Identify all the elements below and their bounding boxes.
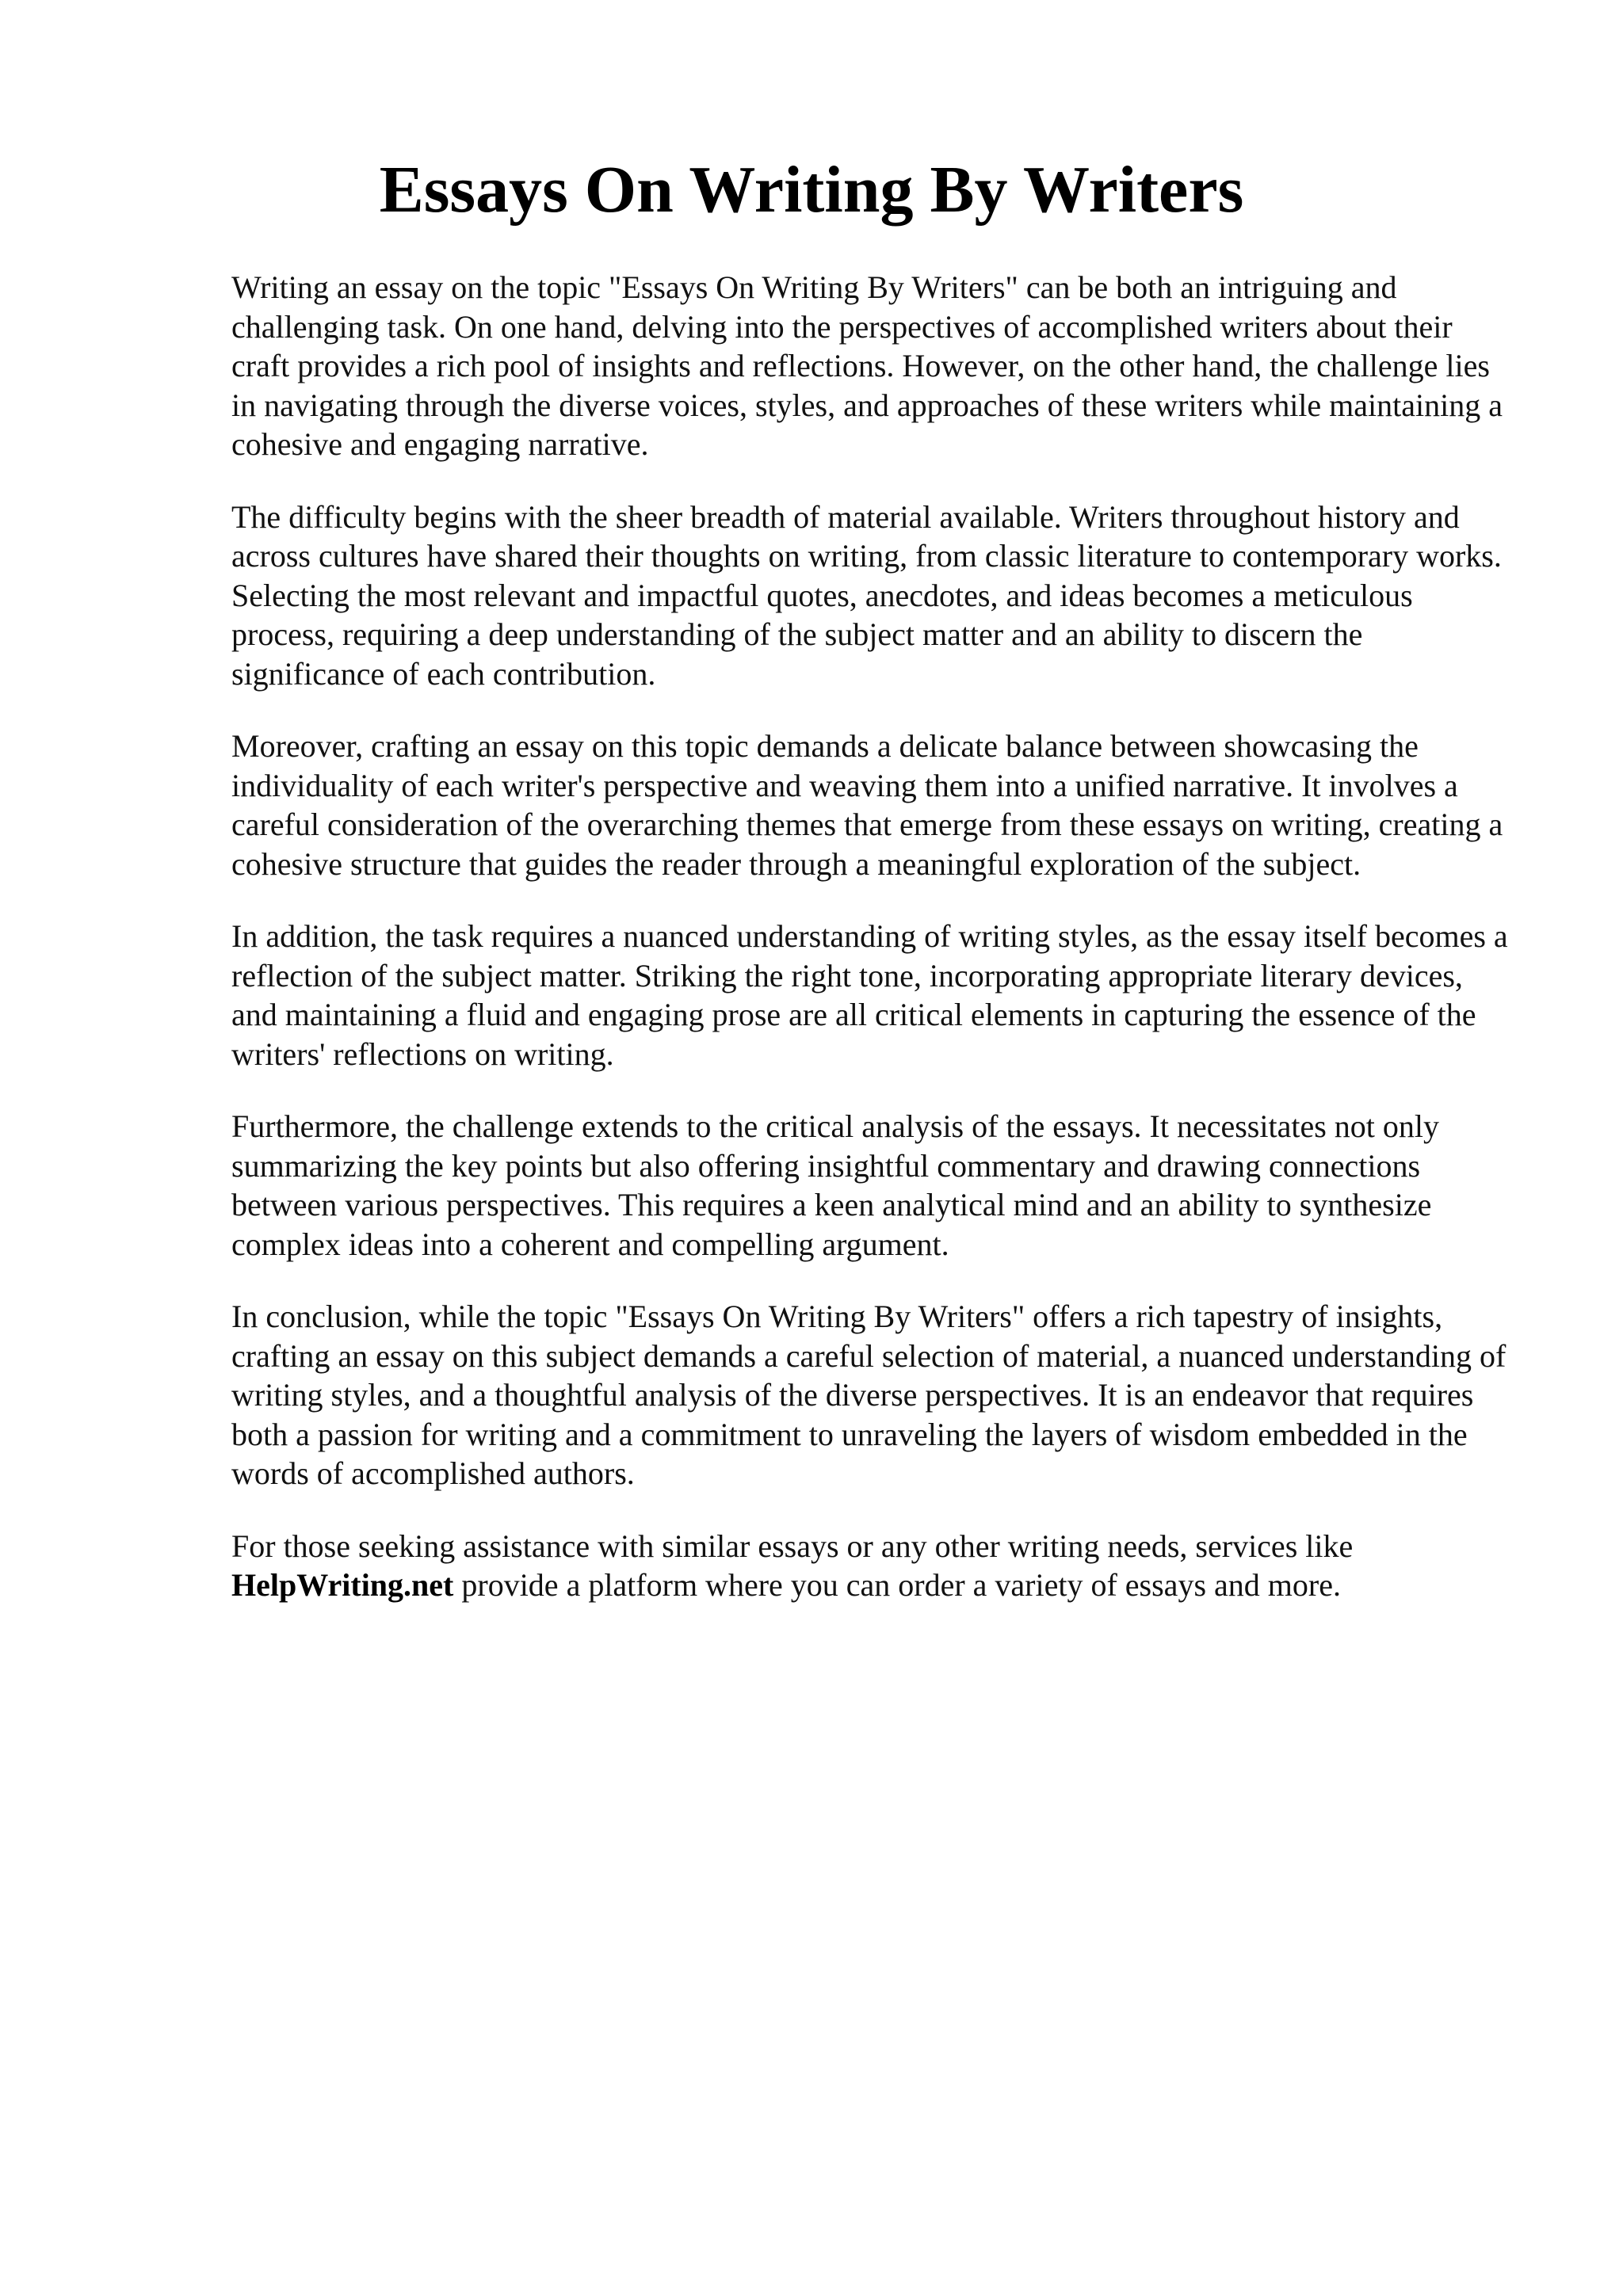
paragraph-5: Furthermore, the challenge extends to the critical analysis of the essays. It necessitates not only summarizing the key points but also offering insightful commentary and drawing connections between various perspectives. This requires a keen analytical mind and an ability to synthesize complex ideas into a coherent and compelling argument. (231, 1108, 1439, 1262)
paragraph-2: The difficulty begins with the sheer breadth of material available. Writers throughout history and across cultures have shared their thoughts on writing, from classic literature to contemporary works. Selecting the most relevant and impactful quotes, anecdotes, and ideas becomes a meticulous process, requiring a deep understanding of the subject matter and an ability to discern the significance of each contribution. (231, 498, 1502, 692)
essay-body (231, 268, 1515, 1638)
paragraph-1: Writing an essay on the topic "Essays On Writing By Writers" can be both an intriguing and challenging task. On one hand, delving into the perspectives of accomplished writers about their craft provides a rich pool of insights and reflections. However, on the other hand, the challenge lies in navigating through the diverse voices, styles, and approaches of these writers while maintaining a cohesive and engaging narrative. (231, 269, 1503, 462)
paragraph-3: Moreover, crafting an essay on this topic demands a delicate balance between showcasing the individuality of each writer's perspective and weaving them into a unified narrative. It involves a careful consideration of the overarching themes that emerge from these essays on writing, creating a cohesive structure that guides the reader through a meaningful exploration of the subject. (231, 728, 1503, 882)
closing-text-after: provide a platform where you can order a variety of essays and more. (453, 1567, 1341, 1603)
paragraph-4: In addition, the task requires a nuanced understanding of writing styles, as the essay itself becomes a reflection of the subject matter. Striking the right tone, incorporating appropriate literary devices, and maintaining a fluid and engaging prose are all critical elements in capturing the essence of the writers' reflections on writing. (231, 918, 1508, 1072)
helpwriting-brand: HelpWriting.net (231, 1567, 454, 1603)
paragraph-6: In conclusion, while the topic "Essays On Writing By Writers" offers a rich tapestry of insights, crafting an essay on this subject demands a careful selection of material, a nuanced understanding of writing styles, and a thoughtful analysis of the diverse perspectives. It is an endeavor that requires both a passion for writing and a commitment to unraveling the layers of wisdom embedded in the words of accomplished authors. (231, 1299, 1507, 1491)
closing-paragraph (231, 1527, 1515, 1605)
page-title: Essays On Writing By Writers (379, 153, 1244, 227)
closing-text-before: For those seeking assistance with similar essays or any other writing needs, services like (231, 1527, 1354, 1564)
